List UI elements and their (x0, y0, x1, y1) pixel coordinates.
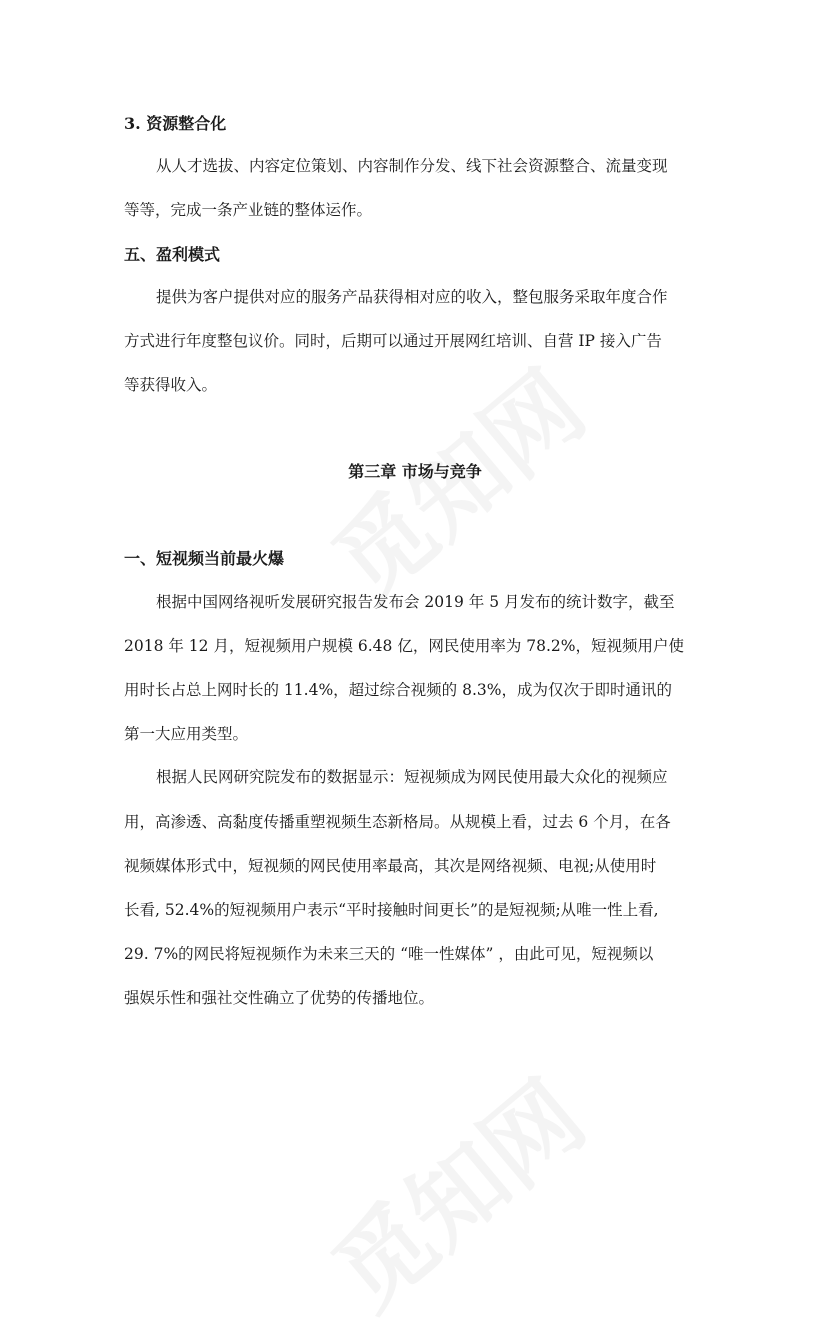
paragraph-line: 从人才选拔、内容定位策划、内容制作分发、线下社会资源整合、流量变现 (156, 157, 668, 175)
watermark (300, 1045, 609, 1335)
paragraph-line: 根据中国网络视听发展研究报告发布会 2019 年 5 月发布的统计数字，截至 (156, 593, 675, 611)
paragraph-line: 视频媒体形式中，短视频的网民使用率最高，其次是网络视频、电视;从使用时 (124, 857, 657, 875)
paragraph-line: 等等，完成一条产业链的整体运作。 (124, 201, 373, 219)
paragraph-line: 等获得收入。 (124, 376, 218, 394)
paragraph-line: 提供为客户提供对应的服务产品获得相对应的收入，整包服务采取年度合作 (156, 288, 668, 306)
section-heading-short-video: 一、短视频当前最火爆 (124, 549, 285, 568)
paragraph-line: 方式进行年度整包议价。同时，后期可以通过开展网红培训、自营 IP 接入广告 (124, 332, 662, 350)
paragraph-line: 强娱乐性和强社交性确立了优势的传播地位。 (124, 989, 435, 1007)
section-heading-profit-model: 五、盈利模式 (124, 245, 221, 264)
section-heading-resource-integration: 3. 资源整合化 (124, 114, 227, 133)
paragraph-line: 长看, 52.4%的短视频用户表示“平时接触时间更长”的是短视频;从唯一性上看, (124, 901, 659, 919)
paragraph-line: 根据人民网研究院发布的数据显示：短视频成为网民使用最大众化的视频应 (156, 768, 668, 786)
chapter-title: 第三章 市场与竞争 (348, 462, 482, 481)
paragraph-line: 29. 7%的网民将短视频作为未来三天的 “唯一性媒体” ，由此可见，短视频以 (124, 945, 654, 963)
paragraph-line: 第一大应用类型。 (124, 725, 249, 743)
paragraph-line: 2018 年 12 月，短视频用户规模 6.48 亿，网民使用率为 78.2%，短视频用户使 (124, 637, 684, 655)
paragraph-line: 用，高渗透、高黏度传播重塑视频生态新格局。从规模上看，过去 6 个月，在各 (124, 813, 671, 831)
paragraph-line: 用时长占总上网时长的 11.4%，超过综合视频的 8.3%，成为仅次于即时通讯的 (124, 681, 672, 699)
